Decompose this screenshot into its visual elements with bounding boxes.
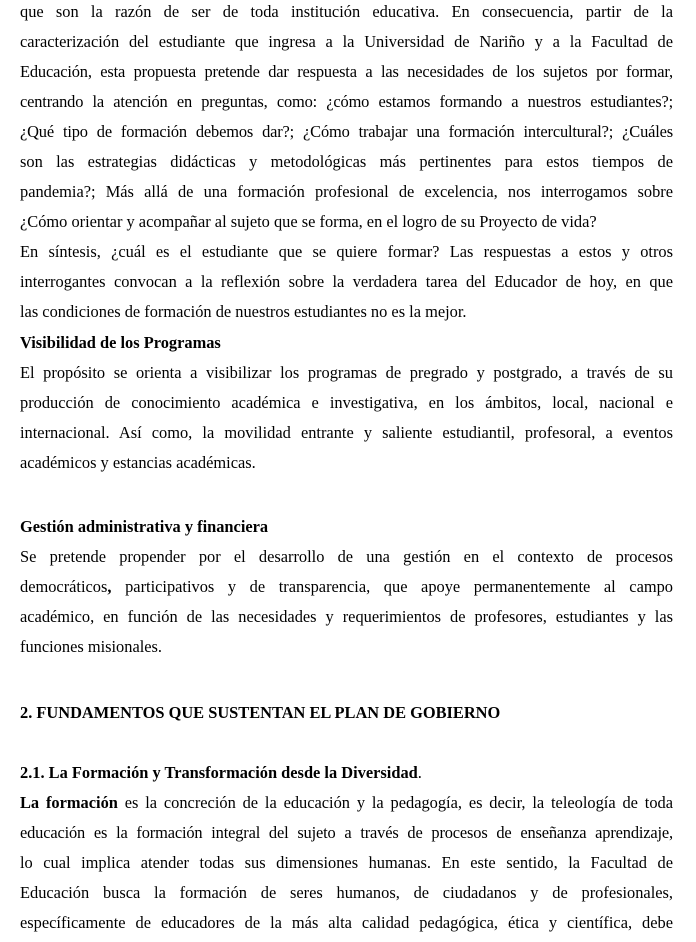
paragraph-line: específicamente de educadores de la más alta calidad pedagógica, ética y científica, debe <box>20 913 673 932</box>
paragraph-line: ¿Qué tipo de formación debemos dar?; ¿Cómo trabajar una formación intercultural?; ¿Cuáles <box>20 122 673 141</box>
section-heading-visibilidad: Visibilidad de los Programas <box>20 333 221 352</box>
paragraph-line: internacional. Así como, la movilidad entrante y saliente estudiantil, profesoral, a eventos <box>20 423 673 442</box>
text-run: es la concreción de la educación y la pedagogía, es decir, la teleología de toda <box>117 793 673 812</box>
paragraph-line: ¿Cómo orientar y acompañar al sujeto que se forma, en el logro de su Proyecto de vida? <box>20 212 597 231</box>
paragraph-line: pandemia?; Más allá de una formación profesional de excelencia, nos interrogamos sobre <box>20 182 673 201</box>
paragraph-line: El propósito se orienta a visibilizar los programas de pregrado y postgrado, a través de su <box>20 363 673 382</box>
paragraph-line: Educación busca la formación de seres humanos, de ciudadanos y de profesionales, <box>20 883 673 902</box>
text-run-bold-comma: , <box>107 577 112 596</box>
paragraph-line: son las estrategias didácticas y metodológicas más pertinentes para estos tiempos de <box>20 152 673 171</box>
term-bold: La formación <box>20 793 118 812</box>
section-heading-2-1 <box>20 761 673 785</box>
section-heading-2-1-period: . <box>417 763 422 782</box>
section-heading-2: 2. FUNDAMENTOS QUE SUSTENTAN EL PLAN DE GOBIERNO <box>20 703 501 722</box>
text-run: democráticos <box>20 577 108 596</box>
paragraph-line: caracterización del estudiante que ingresa a la Universidad de Nariño y a la Facultad de <box>20 32 673 51</box>
paragraph-line: lo cual implica atender todas sus dimensiones humanas. En este sentido, la Facultad de <box>20 853 673 872</box>
text-run: participativos y de transparencia, que apoye permanentemente al campo <box>111 577 673 596</box>
paragraph-line: interrogantes convocan a la reflexión sobre la verdadera tarea del Educador de hoy, en que <box>20 272 673 291</box>
paragraph-line: Se pretende propender por el desarrollo de una gestión en el contexto de procesos <box>20 547 673 566</box>
paragraph-line: académicos y estancias académicas. <box>20 453 256 472</box>
paragraph-line: producción de conocimiento académica e investigativa, en los ámbitos, local, nacional e <box>20 393 673 412</box>
paragraph-line: En síntesis, ¿cuál es el estudiante que se quiere formar? Las respuestas a estos y otros <box>20 242 673 261</box>
paragraph-line: las condiciones de formación de nuestros estudiantes no es la mejor. <box>20 302 467 321</box>
section-heading-gestion: Gestión administrativa y financiera <box>20 517 269 536</box>
paragraph-line <box>20 575 673 599</box>
paragraph-line: que son la razón de ser de toda institución educativa. En consecuencia, partir de la <box>20 2 673 21</box>
paragraph-line: Educación, esta propuesta pretende dar respuesta a las necesidades de los sujetos por formar, <box>20 62 673 81</box>
paragraph-line: centrando la atención en preguntas, como: ¿cómo estamos formando a nuestros estudiantes?; <box>20 92 673 111</box>
paragraph-line: funciones misionales. <box>20 637 163 656</box>
paragraph-line: educación es la formación integral del sujeto a través de procesos de enseñanza aprendizaje, <box>20 823 673 842</box>
section-heading-2-1-text: 2.1. La Formación y Transformación desde la Diversidad <box>20 763 418 782</box>
paragraph-line <box>20 791 673 815</box>
paragraph-line: académico, en función de las necesidades y requerimientos de profesores, estudiantes y las <box>20 607 673 626</box>
